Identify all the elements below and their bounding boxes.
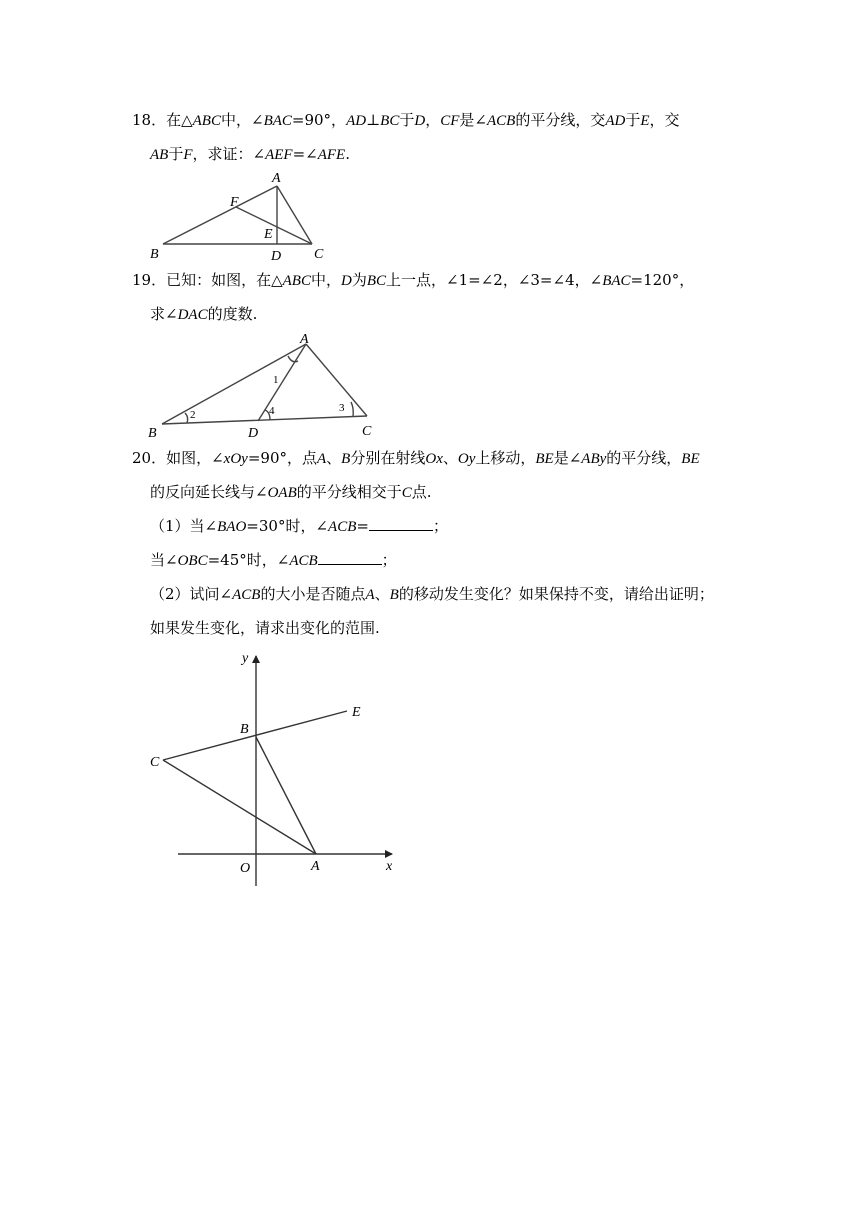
label-d: D	[271, 249, 282, 264]
label-angle-1: 1	[273, 374, 279, 386]
label-b: B	[150, 247, 159, 262]
problem-20-line-1: 20．如图，∠xOy=90°，点A、B分别在射线Ox、Oy上移动，BE是∠ABy的平分线，BE	[132, 449, 700, 467]
label-d: D	[248, 426, 259, 441]
problem-19-line-2: 求∠DAC的度数.	[150, 305, 258, 323]
problem-18-number: 18．	[132, 111, 167, 129]
problem-20-question-2a: （2）试问∠ACB的大小是否随点A、B的移动发生变化？如果保持不变，请给出证明；	[150, 585, 714, 603]
label-a: A	[272, 171, 281, 186]
label-b: B	[148, 426, 157, 441]
label-angle-2: 2	[190, 409, 196, 421]
label-x: x	[386, 859, 393, 874]
problem-20-question-1b: 当∠OBC=45°时，∠ACB ；	[150, 551, 397, 569]
label-y: y	[242, 651, 249, 666]
problem-20-question-1: （1）当∠BAO=30°时，∠ACB= ；	[150, 517, 448, 535]
label-c: C	[362, 424, 372, 439]
label-a: A	[300, 332, 309, 347]
label-e: E	[352, 705, 361, 720]
problem-20-line-2: 的反向延长线与∠OAB的平分线相交于C点.	[150, 483, 432, 501]
problem-19-number: 19．	[132, 271, 167, 289]
label-f: F	[230, 195, 239, 210]
problem-20-question-2b: 如果发生变化，请求出变化的范围.	[150, 619, 380, 637]
segment-ce	[163, 711, 347, 760]
problem-18-line-2: AB于F，求证：∠AEF=∠AFE.	[150, 145, 351, 163]
label-e: E	[264, 227, 273, 242]
segment-ba	[256, 737, 316, 854]
label-angle-4: 4	[269, 405, 275, 417]
problem-20-number: 20．	[132, 449, 167, 467]
label-b: B	[240, 722, 249, 737]
label-a: A	[311, 859, 320, 874]
label-o: O	[240, 861, 251, 876]
problem-18-line-1: 18．在△ABC中，∠BAC=90°，AD⊥BC于D，CF是∠ACB的平分线，交AD于E，交	[132, 111, 680, 129]
label-c: C	[150, 755, 160, 770]
segment-ca	[163, 760, 316, 854]
label-c: C	[314, 247, 324, 262]
label-angle-3: 3	[339, 402, 345, 414]
problem-19-line-1: 19．已知：如图，在△ABC中，D为BC上一点，∠1=∠2，∠3=∠4，∠BAC=120°，	[132, 271, 695, 289]
